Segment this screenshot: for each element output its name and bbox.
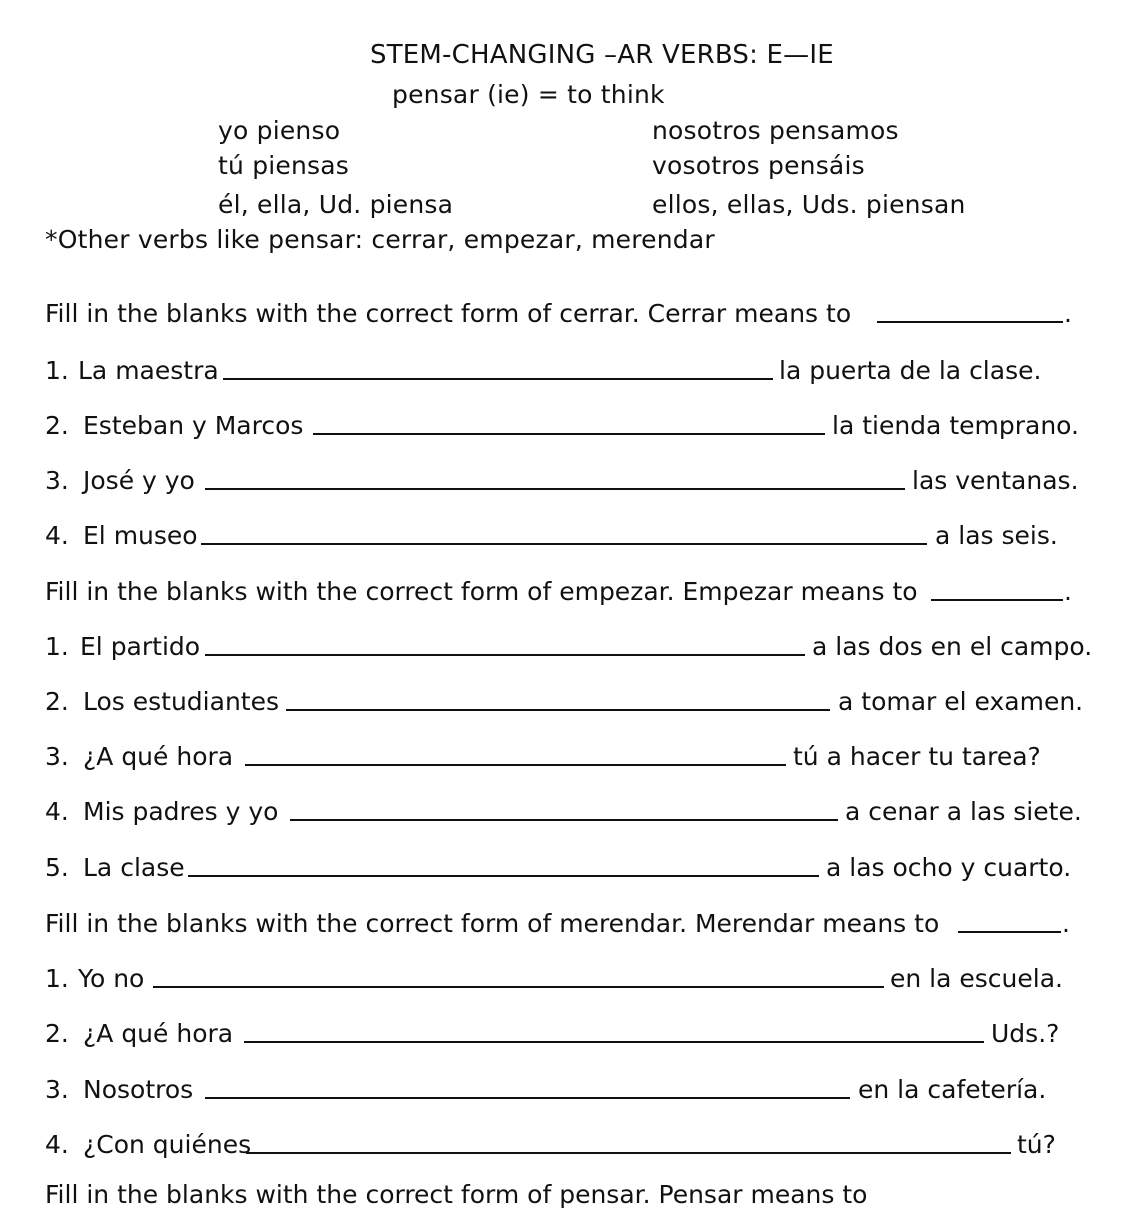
item-lead: Esteban y Marcos bbox=[83, 411, 304, 440]
meaning-blank[interactable] bbox=[877, 321, 1063, 323]
item-number: 4. bbox=[45, 521, 69, 550]
item-lead: Los estudiantes bbox=[83, 687, 279, 716]
cerrar-item-3 bbox=[45, 465, 1085, 497]
item-lead: Mis padres y yo bbox=[83, 797, 279, 826]
item-tail: la tienda temprano. bbox=[832, 411, 1079, 440]
answer-blank[interactable] bbox=[153, 986, 884, 988]
page-title: STEM-CHANGING –AR VERBS: E—IE bbox=[370, 40, 834, 70]
item-lead: ¿Con quiénes bbox=[83, 1130, 252, 1159]
item-tail: tú? bbox=[1017, 1130, 1056, 1159]
page-subtitle: pensar (ie) = to think bbox=[392, 80, 665, 109]
item-number: 1. bbox=[45, 356, 69, 385]
item-lead: José y yo bbox=[83, 466, 195, 495]
conjugation-tu: tú piensas bbox=[218, 151, 350, 180]
item-lead: La maestra bbox=[78, 356, 219, 385]
section-pensar-instruction-cutoff: Fill in the blanks with the correct form of pensar. Pensar means to bbox=[45, 1180, 868, 1209]
item-number: 2. bbox=[45, 411, 69, 440]
item-tail: en la cafetería. bbox=[858, 1075, 1047, 1104]
other-verbs-note: *Other verbs like pensar: cerrar, empezar, merendar bbox=[45, 225, 715, 254]
meaning-blank[interactable] bbox=[931, 599, 1063, 601]
conjugation-yo: yo pienso bbox=[218, 116, 341, 145]
section-empezar-instruction bbox=[45, 576, 1085, 608]
period: . bbox=[1062, 909, 1070, 938]
item-tail: tú a hacer tu tarea? bbox=[793, 742, 1041, 771]
item-lead: La clase bbox=[83, 853, 185, 882]
item-number: 5. bbox=[45, 853, 69, 882]
instruction-text: Fill in the blanks with the correct form of merendar. Merendar means to bbox=[45, 909, 940, 938]
answer-blank[interactable] bbox=[205, 1097, 850, 1099]
empezar-item-5 bbox=[45, 852, 1090, 884]
item-number: 2. bbox=[45, 687, 69, 716]
item-tail: a cenar a las siete. bbox=[845, 797, 1082, 826]
item-tail: a las dos en el campo. bbox=[812, 632, 1093, 661]
merendar-item-2 bbox=[45, 1018, 1090, 1050]
item-number: 2. bbox=[45, 1019, 69, 1048]
item-tail: en la escuela. bbox=[890, 964, 1063, 993]
item-tail: Uds.? bbox=[991, 1019, 1060, 1048]
item-number: 3. bbox=[45, 466, 69, 495]
item-number: 3. bbox=[45, 1075, 69, 1104]
conjugation-nosotros: nosotros pensamos bbox=[652, 116, 899, 145]
item-lead: ¿A qué hora bbox=[83, 742, 234, 771]
answer-blank[interactable] bbox=[201, 543, 927, 545]
empezar-item-3 bbox=[45, 741, 1090, 773]
answer-blank[interactable] bbox=[290, 819, 838, 821]
answer-blank[interactable] bbox=[205, 488, 905, 490]
conjugation-el: él, ella, Ud. piensa bbox=[218, 190, 454, 219]
cerrar-item-2 bbox=[45, 410, 1085, 442]
instruction-text: Fill in the blanks with the correct form of cerrar. Cerrar means to bbox=[45, 299, 852, 328]
item-lead: Nosotros bbox=[83, 1075, 194, 1104]
item-tail: las ventanas. bbox=[912, 466, 1079, 495]
conjugation-ellos: ellos, ellas, Uds. piensan bbox=[652, 190, 966, 219]
period: . bbox=[1064, 299, 1072, 328]
item-tail: la puerta de la clase. bbox=[779, 356, 1042, 385]
answer-blank[interactable] bbox=[286, 709, 830, 711]
cerrar-item-4 bbox=[45, 520, 1085, 552]
instruction-text: Fill in the blanks with the correct form of empezar. Empezar means to bbox=[45, 577, 918, 606]
item-tail: a tomar el examen. bbox=[838, 687, 1084, 716]
answer-blank[interactable] bbox=[188, 875, 819, 877]
item-lead: El partido bbox=[80, 632, 201, 661]
empezar-item-1 bbox=[45, 631, 1093, 663]
conjugation-vosotros: vosotros pensáis bbox=[652, 151, 865, 180]
empezar-item-4 bbox=[45, 796, 1090, 828]
item-lead: ¿A qué hora bbox=[83, 1019, 234, 1048]
merendar-item-3 bbox=[45, 1074, 1090, 1106]
answer-blank[interactable] bbox=[205, 654, 805, 656]
empezar-item-2 bbox=[45, 686, 1090, 718]
merendar-item-4 bbox=[45, 1129, 1090, 1161]
section-cerrar-instruction bbox=[45, 298, 1085, 330]
item-lead: Yo no bbox=[78, 964, 145, 993]
answer-blank[interactable] bbox=[244, 1041, 984, 1043]
item-number: 1. bbox=[45, 632, 69, 661]
cerrar-item-1 bbox=[45, 355, 1045, 387]
item-number: 4. bbox=[45, 1130, 69, 1159]
answer-blank[interactable] bbox=[245, 764, 786, 766]
meaning-blank[interactable] bbox=[958, 931, 1061, 933]
answer-blank[interactable] bbox=[223, 378, 773, 380]
item-lead: El museo bbox=[83, 521, 198, 550]
period: . bbox=[1064, 577, 1072, 606]
item-tail: a las ocho y cuarto. bbox=[826, 853, 1072, 882]
answer-blank[interactable] bbox=[246, 1152, 1011, 1154]
merendar-item-1 bbox=[45, 963, 1090, 995]
item-number: 4. bbox=[45, 797, 69, 826]
section-merendar-instruction bbox=[45, 908, 1085, 940]
item-number: 3. bbox=[45, 742, 69, 771]
item-number: 1. bbox=[45, 964, 69, 993]
answer-blank[interactable] bbox=[313, 433, 825, 435]
item-tail: a las seis. bbox=[935, 521, 1058, 550]
